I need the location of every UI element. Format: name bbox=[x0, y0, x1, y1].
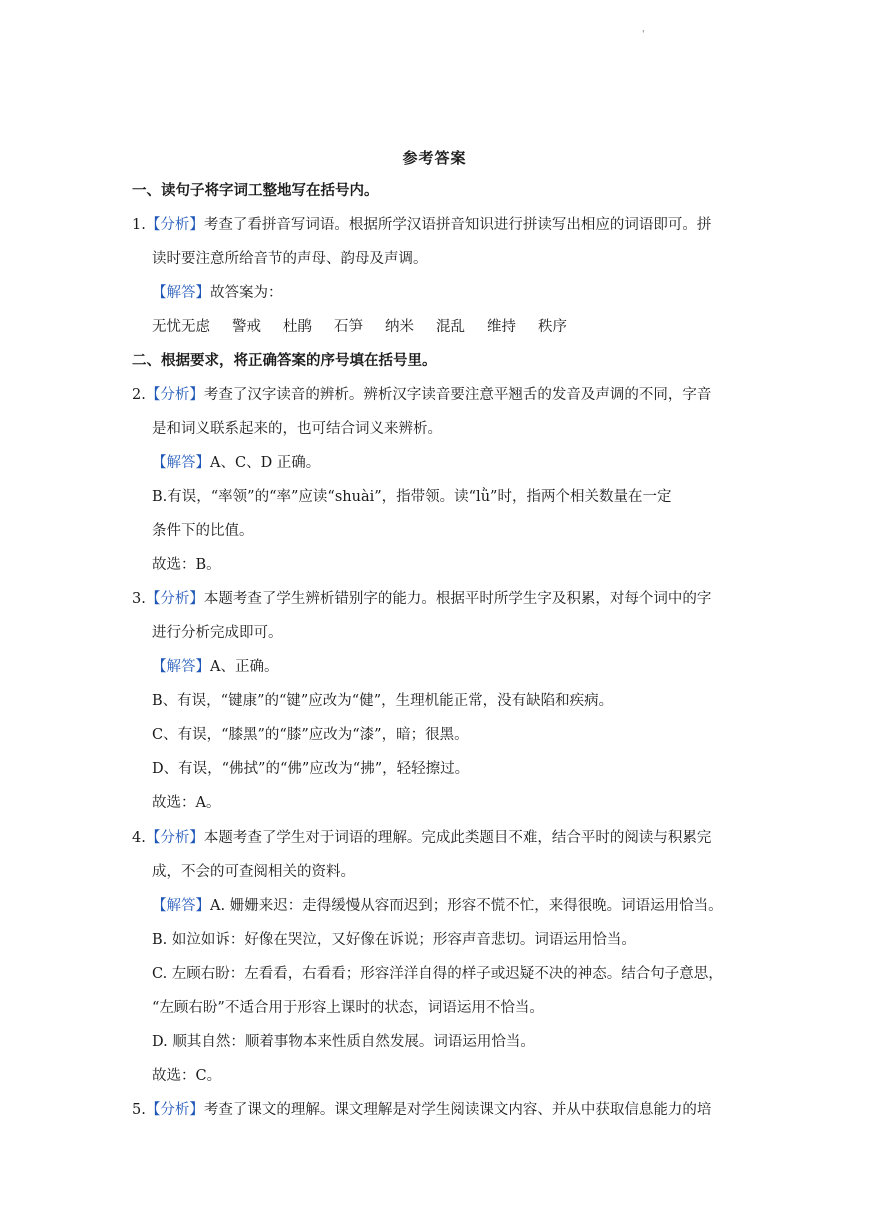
header-mark: ' bbox=[642, 30, 645, 40]
q4-number: 4. bbox=[132, 830, 146, 846]
q1-word: 纳米 bbox=[385, 319, 414, 335]
q3-analysis-tag: 【分析】 bbox=[145, 591, 204, 607]
q5-number: 5. bbox=[132, 1102, 146, 1118]
q2-choice: 故选：B。 bbox=[152, 557, 221, 573]
q3-analysis-text-1: 本题考查了学生辨析错别字的能力。根据平时所学生字及积累，对每个词中的字 bbox=[203, 591, 712, 607]
q3-option-b: B、有误，“键康”的“键”应改为“健”，生理机能正常，没有缺陷和疾病。 bbox=[152, 693, 614, 709]
q4-option-c-line-2: “左顾右盼”不适合用于形容上课时的状态，词语运用不恰当。 bbox=[152, 1000, 544, 1016]
q4-answer-line bbox=[152, 896, 723, 916]
q2-answer-text: A、C、D 正确。 bbox=[210, 455, 321, 471]
q5-analysis-text-1: 考查了课文的理解。课文理解是对学生阅读课文内容、并从中获取信息能力的培 bbox=[203, 1102, 712, 1118]
q1-number: 1. bbox=[132, 217, 146, 233]
q1-analysis-tag: 【分析】 bbox=[145, 217, 204, 233]
q1-word: 维持 bbox=[487, 319, 516, 335]
q4-analysis-line-2: 成，不会的可查阅相关的资料。 bbox=[152, 864, 355, 880]
q4-choice: 故选：C。 bbox=[152, 1068, 222, 1084]
q3-answer-line bbox=[152, 657, 278, 677]
q5-analysis-tag: 【分析】 bbox=[145, 1102, 204, 1118]
q4-analysis-line-1 bbox=[132, 828, 711, 848]
q5-analysis-line-1 bbox=[132, 1100, 711, 1120]
q3-option-d: D、有误，“佛拭”的“佛”应改为“拂”，轻轻擦过。 bbox=[152, 761, 470, 777]
q4-analysis-text-1: 本题考查了学生对于词语的理解。完成此类题目不难，结合平时的阅读与积累完 bbox=[203, 830, 712, 846]
q1-answer-tag: 【解答】 bbox=[152, 285, 210, 301]
q1-analysis-text-1: 考查了看拼音写词语。根据所学汉语拼音知识进行拼读写出相应的词语即可。拼 bbox=[203, 217, 712, 233]
q2-option-b-line-2: 条件下的比值。 bbox=[152, 523, 254, 539]
q2-answer-tag: 【解答】 bbox=[152, 455, 210, 471]
q2-answer-line bbox=[152, 453, 320, 473]
q1-word: 混乱 bbox=[436, 319, 465, 335]
q3-analysis-line-1 bbox=[132, 589, 711, 609]
q3-analysis-line-2: 进行分析完成即可。 bbox=[152, 625, 283, 641]
section-1-heading: 一、读句子将字词工整地写在括号内。 bbox=[132, 182, 379, 199]
q3-choice: 故选：A。 bbox=[152, 795, 221, 811]
q1-word: 石笋 bbox=[334, 319, 363, 335]
q2-analysis-text-1: 考查了汉字读音的辨析。辨析汉字读音要注意平翘舌的发音及声调的不同，字音 bbox=[203, 387, 712, 403]
q4-option-c-line-1: C. 左顾右盼：左看看，右看看；形容洋洋自得的样子或迟疑不决的神态。结合句子意思， bbox=[152, 966, 723, 982]
q3-answer-tag: 【解答】 bbox=[152, 659, 210, 675]
q4-option-d: D. 顺其自然：顺着事物本来性质自然发展。词语运用恰当。 bbox=[152, 1034, 535, 1050]
q2-number: 2. bbox=[132, 387, 146, 403]
q3-answer-text: A、正确。 bbox=[210, 659, 279, 675]
q1-analysis-line-1 bbox=[132, 215, 711, 235]
q1-analysis-line-2: 读时要注意所给音节的声母、韵母及声调。 bbox=[152, 251, 428, 267]
page-title: 参考答案 bbox=[402, 149, 467, 167]
q2-analysis-line-2: 是和词义联系起来的，也可结合词义来辨析。 bbox=[152, 421, 442, 437]
q4-option-b: B. 如泣如诉：好像在哭泣，又好像在诉说；形容声音悲切。词语运用恰当。 bbox=[152, 932, 636, 948]
q4-answer-text: A. 姗姗来迟：走得缓慢从容而迟到；形容不慌不忙，来得很晚。词语运用恰当。 bbox=[210, 898, 723, 914]
q4-analysis-tag: 【分析】 bbox=[145, 830, 204, 846]
q1-word: 警戒 bbox=[232, 319, 261, 335]
q1-word-list bbox=[152, 317, 589, 337]
q4-answer-tag: 【解答】 bbox=[152, 898, 210, 914]
q2-option-b-line-1: B.有误，“率领”的“率”应读“shuài”，指带领。读“lǜ”时，指两个相关数量在一定 bbox=[152, 489, 672, 505]
q2-analysis-tag: 【分析】 bbox=[145, 387, 204, 403]
q1-answer-text: 故答案为： bbox=[210, 285, 283, 301]
q1-word: 秩序 bbox=[538, 319, 567, 335]
q1-word: 杜鹃 bbox=[283, 319, 312, 335]
q3-option-c: C、有误，“膝黑”的“膝”应改为“漆”，暗；很黑。 bbox=[152, 727, 469, 743]
q1-word: 无忧无虑 bbox=[152, 319, 210, 335]
q1-answer-line bbox=[152, 283, 283, 303]
q3-number: 3. bbox=[132, 591, 146, 607]
q2-analysis-line-1 bbox=[132, 385, 711, 405]
section-2-heading: 二、根据要求，将正确答案的序号填在括号里。 bbox=[132, 352, 437, 369]
